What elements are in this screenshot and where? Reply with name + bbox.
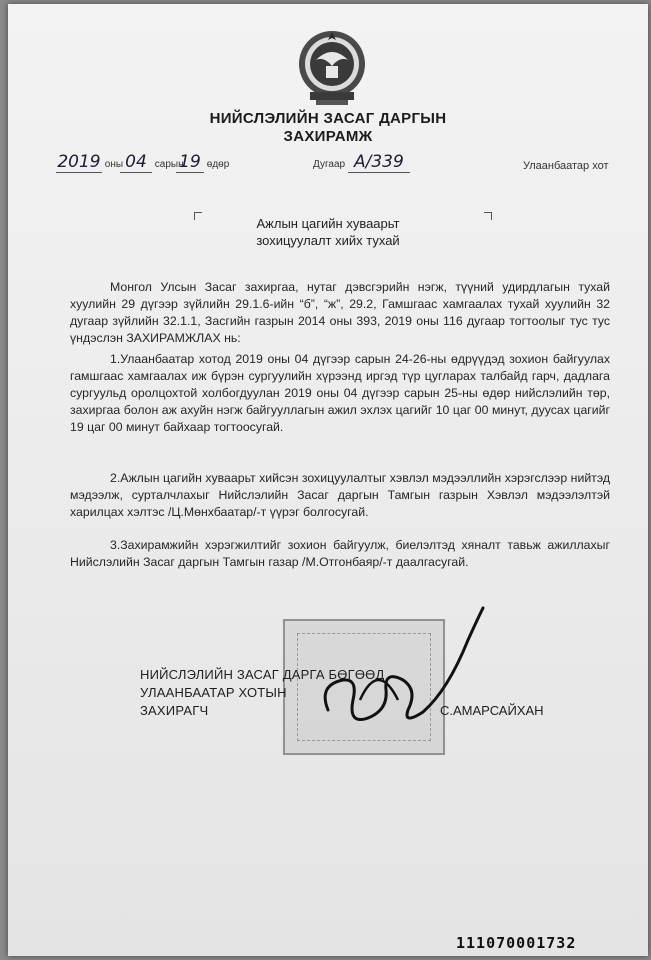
- date-year-suffix: оны: [104, 159, 124, 170]
- subject-line-1: Ажлын цагийн хуваарьт: [256, 216, 400, 231]
- item-2-paragraph: [70, 470, 610, 521]
- date-day-value: 19: [176, 152, 204, 173]
- document-number: [313, 152, 410, 173]
- item-1-paragraph: [70, 351, 610, 436]
- state-emblem-icon: [296, 26, 368, 108]
- date-day-suffix: өдөр: [206, 159, 230, 170]
- item-2-text: 2.Ажлын цагийн хуваарьт хийсэн зохицуулалтыг хэвлэл мэдээллийн хэрэгслээр нийтэд мэдээлж, сурталчлахыг Нийслэлийн Засаг даргын Тамгын газрын Хэвлэл мэдээлэлтэй харилцах хэлтэс /Ц.Мөнхбаатар/-т үүрэг болгосугай.: [70, 471, 610, 519]
- city-name: Улаанбаатар хот: [523, 160, 609, 172]
- signer-title-line-2: УЛААНБААТАР ХОТЫН: [140, 685, 287, 700]
- signer-title-line-3: ЗАХИРАГЧ: [140, 703, 209, 718]
- date-day: [176, 152, 229, 173]
- date-month-suffix: сарын: [154, 159, 184, 170]
- document-type: ЗАХИРАМЖ: [283, 128, 373, 145]
- document-page: [8, 4, 648, 956]
- handwritten-signature-icon: [308, 600, 498, 750]
- serial-number: 111070001732: [456, 934, 577, 952]
- date-year: [56, 152, 123, 173]
- signer-name: С.АМАРСАЙХАН: [440, 703, 544, 718]
- document-number-value: А/339: [348, 152, 410, 173]
- preamble-text: Монгол Улсын Засаг захиргаа, нутаг дэвсгэрийн нэгж, түүний удирдлагын тухай хуулийн 29 дүгээр зүйлийн 29.1.6-ийн “б”, “ж”, 29.2, Гамшгаас хамгаалах тухай хуулийн 32 дугаар зүйлийн 32.1.1, Засгийн газрын 2014 оны 393, 2019 оны 116 дугаар тогтоолыг тус тус үндэслэн ЗАХИРАМЖЛАХ нь:: [70, 280, 610, 345]
- subject-line-2: зохицуулалт хийх тухай: [256, 233, 400, 248]
- item-1-text: 1.Улаанбаатар хотод 2019 оны 04 дүгээр сарын 24-26-ны өдрүүдэд зохион байгуулах гамшгаас хамгаалах иж бүрэн сургуулийн хүрээнд иргэд түр цугларах талбайд гарч, дадлага сургуульд оролцохтой холбогдуулан 2019 оны 04 дүгээр сарын 25-ны өдөр нийслэлийн төр, захиргаа болон аж ахуйн нэгж байгууллагын ажил эхлэх цагийг 10 цаг 00 минут, дуусах цагийг 19 цаг 00 минут байхаар тогтоосугай.: [70, 352, 610, 434]
- date-month: [120, 152, 184, 173]
- item-3-text: 3.Захирамжийн хэрэгжилтийг зохион байгуулж, биелэлтэд хяналт тавьж ажиллахыг Нийслэлийн Засаг даргын Тамгын газар /М.Отгонбаяр/-т даалгасугай.: [70, 538, 610, 569]
- item-3-paragraph: [70, 537, 610, 571]
- preamble-paragraph: [70, 279, 610, 347]
- date-year-value: 2019: [57, 152, 101, 172]
- date-month-value: 04: [120, 152, 152, 173]
- signer-title-line-1: НИЙСЛЭЛИЙН ЗАСАГ ДАРГА БӨГӨӨД: [140, 667, 385, 682]
- document-number-label: Дугаар: [313, 159, 346, 170]
- org-title: НИЙСЛЭЛИЙН ЗАСАГ ДАРГЫН: [209, 110, 447, 127]
